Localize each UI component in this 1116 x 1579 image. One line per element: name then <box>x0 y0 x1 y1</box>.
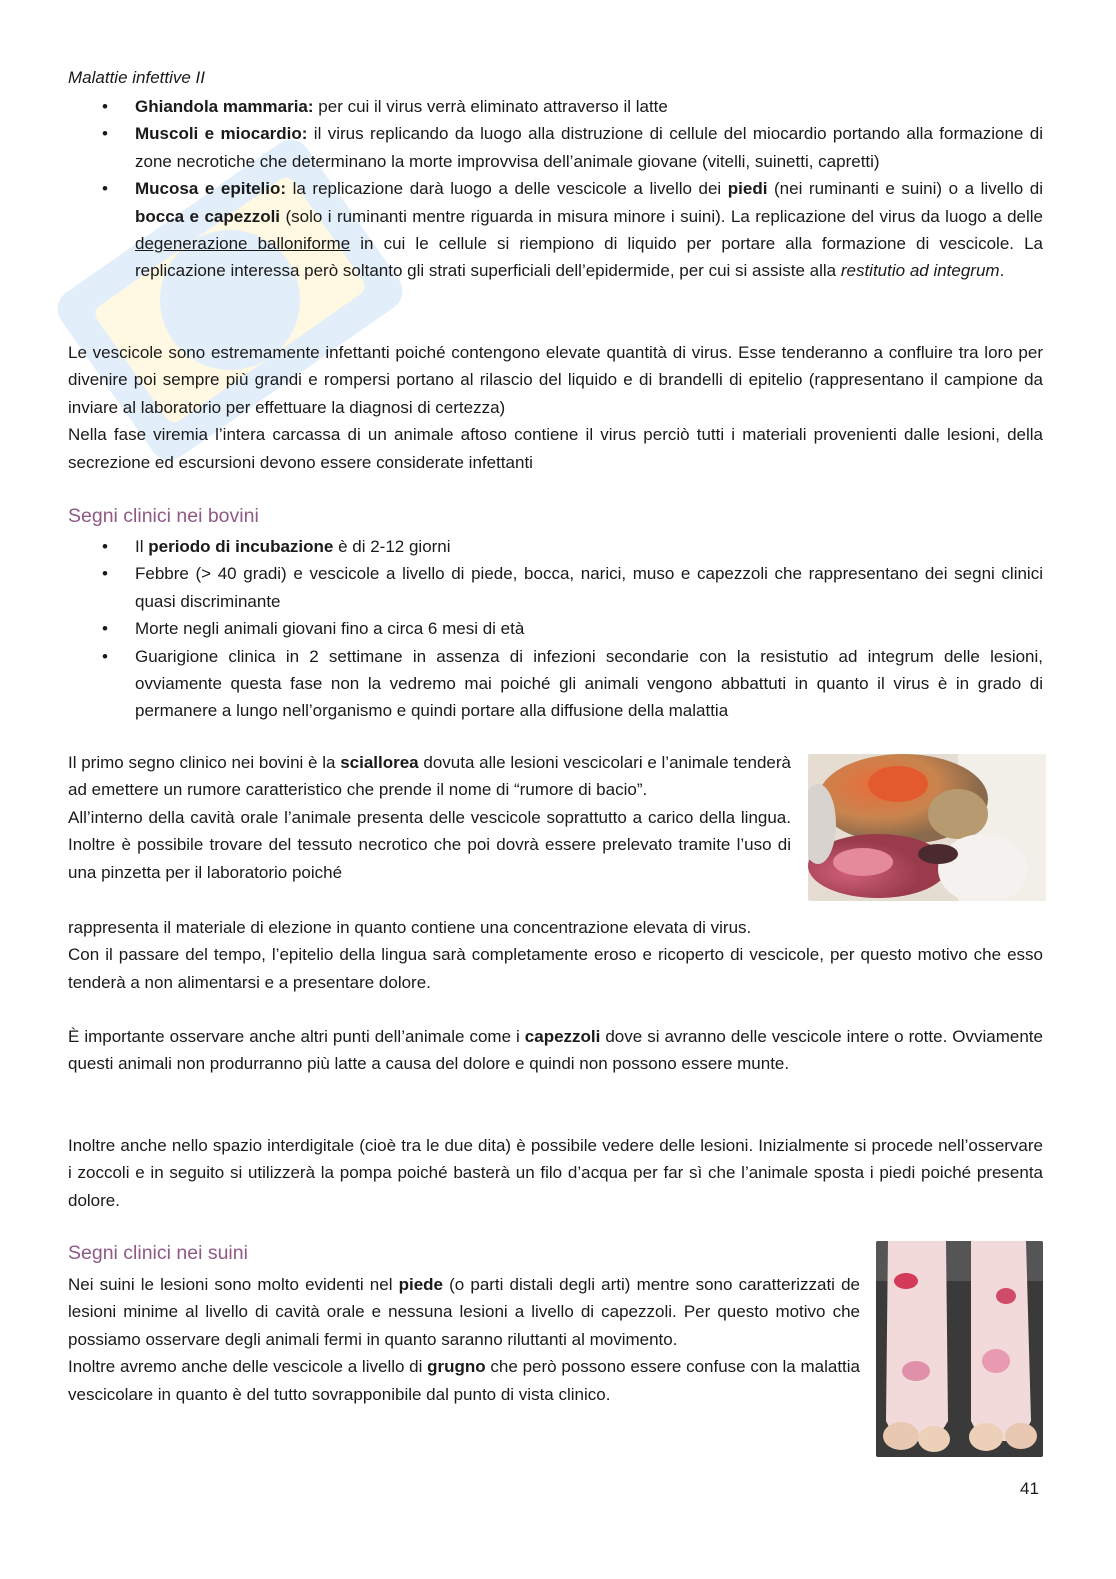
page-number: 41 <box>1020 1479 1039 1498</box>
bovini-list <box>68 533 1043 725</box>
list-item: • Il periodo di incubazione è di 2-12 giorni <box>68 533 1043 560</box>
section-title-bovini: Segni clinici nei bovini <box>68 505 259 527</box>
list-item: • Guarigione clinica in 2 settimane in assenza di infezioni secondarie con la resistutio ad integrum delle lesioni, ovviamente questa fase non la vedremo mai poiché gli animali vengono abbattuti in quanto il virus è in grado di permanere a lungo nell’organismo e quindi portare alla diffusione della malattia <box>68 643 1043 725</box>
list-item: • Morte negli animali giovani fino a circa 6 mesi di età <box>68 615 1043 642</box>
paragraph-lingua: rappresenta il materiale di elezione in quanto contiene una concentrazione elevata di virus. Con il passare del tempo, l’epitelio della lingua sarà completamente eroso e ricoperto di vescicole, per questo motivo che esso tenderà a non alimentarsi e a presentare dolore. <box>68 918 1043 992</box>
list-item: • Febbre (> 40 gradi) e vescicole a livello di piede, bocca, narici, muso e capezzoli che rappresentano dei segni clinici quasi discriminante <box>68 560 1043 615</box>
list-item: • Ghiandola mammaria: per cui il virus verrà eliminato attraverso il latte <box>68 93 1043 120</box>
paragraph-interdigitale: Inoltre anche nello spazio interdigitale (cioè tra le due dita) è possibile vedere delle lesioni. Inizialmente si procede nell’osservare i zoccoli e in seguito si utilizzerà la pompa poiché basterà un filo d’acqua per far sì che l’animale sposta i piedi poiché presenta dolore. <box>68 1136 1043 1210</box>
list-item: • Mucosa e epitelio: la replicazione darà luogo a delle vescicole a livello dei piedi (nei ruminanti e suini) o a livello di bocca e capezzoli (solo i ruminanti mentre riguarda in misura minore i suini). La replicazione del virus da luogo a delle degenerazione balloniforme in cui le cellule si riempiono di liquido per portare alla formazione di vescicole. La replicazione interessa però soltanto gli strati superficiali dell’epidermide, per cui si assiste alla restitutio ad integrum. <box>68 175 1043 285</box>
pig-feet-photo <box>876 1241 1043 1457</box>
organ-list <box>68 93 1043 285</box>
bovine-mouth-photo <box>808 754 1046 901</box>
list-item: • Muscoli e miocardio: il virus replicando da luogo alla distruzione di cellule del miocardio portando alla formazione di zone necrotiche che determinano la morte improvvisa dell’animale giovane (vitelli, suinetti, capretti) <box>68 120 1043 175</box>
paragraph-capezzoli: È importante osservare anche altri punti dell’animale come i capezzoli dove si avranno delle vescicole intere o rotte. Ovviamente questi animali non produrranno più latte a causa del dolore e quindi non possono essere munte. <box>68 1027 1043 1074</box>
paragraph-suini: Nei suini le lesioni sono molto evidenti nel piede (o parti distali degli arti) mentre sono caratterizzati de lesioni minime al livello di cavità orale e nessuna lesioni a livello di capezzoli. Per questo motivo che possiamo osservare degli animali fermi in quanto saranno riluttanti al movimento. Inoltre avremo anche delle vescicole a livello di grugno che però possono essere confuse con la malattia vescicolare in quanto è del tutto sovrapponibile dal punto di vista clinico. <box>68 1275 860 1404</box>
paragraph-vescicole: Le vescicole sono estremamente infettanti poiché contengono elevate quantità di virus. Esse tenderanno a confluire tra loro per divenire poi sempre più grandi e rompersi portano al rilascio del liquido e di brandelli di epitelio (rappresentano il campione da inviare al laboratorio per effettuare la diagnosi di certezza) Nella fase viremia l’intera carcassa di un animale aftoso contiene il virus perciò tutti i materiali provenienti dalle lesioni, della secrezione ed escursioni devono essere considerate infettanti <box>68 343 1043 472</box>
section-title-suini: Segni clinici nei suini <box>68 1242 248 1264</box>
running-header: Malattie infettive II <box>68 68 206 87</box>
paragraph-sciallorea: Il primo segno clinico nei bovini è la sciallorea dovuta alle lesioni vescicolari e l’animale tenderà ad emettere un rumore caratteristico che prende il nome di “rumore di bacio”. All’interno della cavità orale l’animale presenta delle vescicole soprattutto a carico della lingua. Inoltre è possibile trovare del tessuto necrotico che poi dovrà essere prelevato tramite l’uso di una pinzetta per il laboratorio poiché <box>68 753 791 882</box>
